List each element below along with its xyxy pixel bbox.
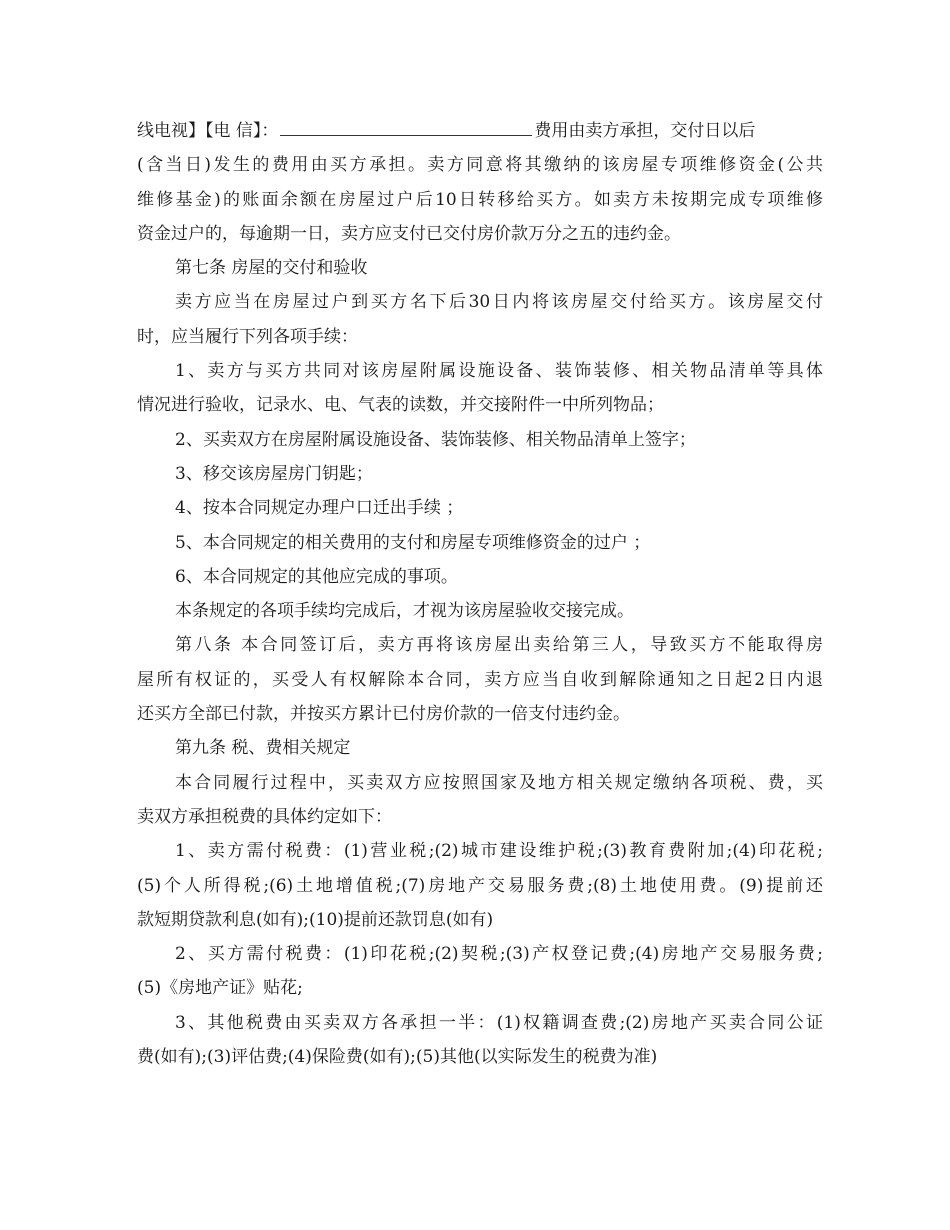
list-item: 5、本合同规定的相关费用的支付和房屋专项维修资金的过户 ；	[175, 532, 651, 553]
list-item: 2、买方需付税费：(1)印花税;(2)契税;(3)产权登记费;(4)房地产交易服务费;	[175, 944, 823, 965]
text-line: 本条规定的各项手续均完成后，才视为该房屋验收交接完成。	[175, 601, 634, 622]
text-line: 维修基金)的账面余额在房屋过户后10日转移给买方。如卖方未按期完成专项维修	[137, 189, 823, 210]
text-line: 屋所有权证的，买受人有权解除本合同，卖方应当自收到解除通知之日起2日内退	[137, 669, 823, 690]
text-line: 卖双方承担税费的具体约定如下：	[137, 806, 392, 827]
section-heading-8: 第八条 本合同签订后，卖方再将该房屋出卖给第三人，导致买方不能取得房	[175, 635, 823, 656]
list-item: 1、卖方与买方共同对该房屋附属设施设备、装饰装修、相关物品清单等具体	[175, 361, 823, 382]
text-line: 还买方全部已付款，并按买方累计已付房价款的一倍支付违约金。	[137, 704, 630, 725]
list-item: 6、本合同规定的其他应完成的事项。	[175, 566, 458, 587]
text-line: (5)个人所得税;(6)土地增值税;(7)房地产交易服务费;(8)土地使用费。(9)提前还	[137, 875, 823, 896]
text-segment: 费用由卖方承担，交付日以后	[534, 121, 756, 141]
list-item: 3、移交该房屋房门钥匙；	[175, 463, 373, 484]
text-line: 情况进行验收，记录水、电、气表的读数，并交接附件一中所列物品；	[137, 395, 664, 416]
text-line	[137, 114, 823, 148]
text-line: (含当日)发生的费用由买方承担。卖方同意将其缴纳的该房屋专项维修资金(公共	[137, 155, 823, 176]
contract-text	[137, 114, 823, 1074]
list-item: 1、卖方需付税费：(1)营业税;(2)城市建设维护税;(3)教育费附加;(4)印花税;	[175, 841, 823, 862]
text-line: 时，应当履行下列各项手续：	[137, 326, 358, 347]
fill-in-blank[interactable]	[280, 118, 532, 136]
text-line: 资金过户的，每逾期一日，卖方应支付已交付房价款万分之五的违约金。	[137, 223, 681, 244]
text-line: 本合同履行过程中，买卖双方应按照国家及地方相关规定缴纳各项税、费，买	[175, 772, 823, 793]
list-item: 3、其他税费由买卖双方各承担一半：(1)权籍调查费;(2)房地产买卖合同公证	[175, 1012, 823, 1033]
text-line: 卖方应当在房屋过户到买方名下后30日内将该房屋交付给买方。该房屋交付	[175, 292, 823, 313]
list-item: 4、按本合同规定办理户口迁出手续 ；	[175, 498, 464, 519]
list-item: 2、买卖双方在房屋附属设施设备、装饰装修、相关物品清单上签字；	[175, 429, 696, 450]
text-segment: 线电视】【电 信】：	[137, 121, 279, 141]
text-line: 费(如有);(3)评估费;(4)保险费(如有);(5)其他(以实际发生的税费为准)	[137, 1047, 658, 1068]
text-line: 款短期贷款利息(如有);(10)提前还款罚息(如有)	[137, 909, 494, 930]
section-heading-7: 第七条 房屋的交付和验收	[175, 258, 368, 279]
text-line: (5)《房地产证》贴花;	[137, 978, 303, 999]
section-heading-9: 第九条 税、费相关规定	[175, 738, 351, 759]
